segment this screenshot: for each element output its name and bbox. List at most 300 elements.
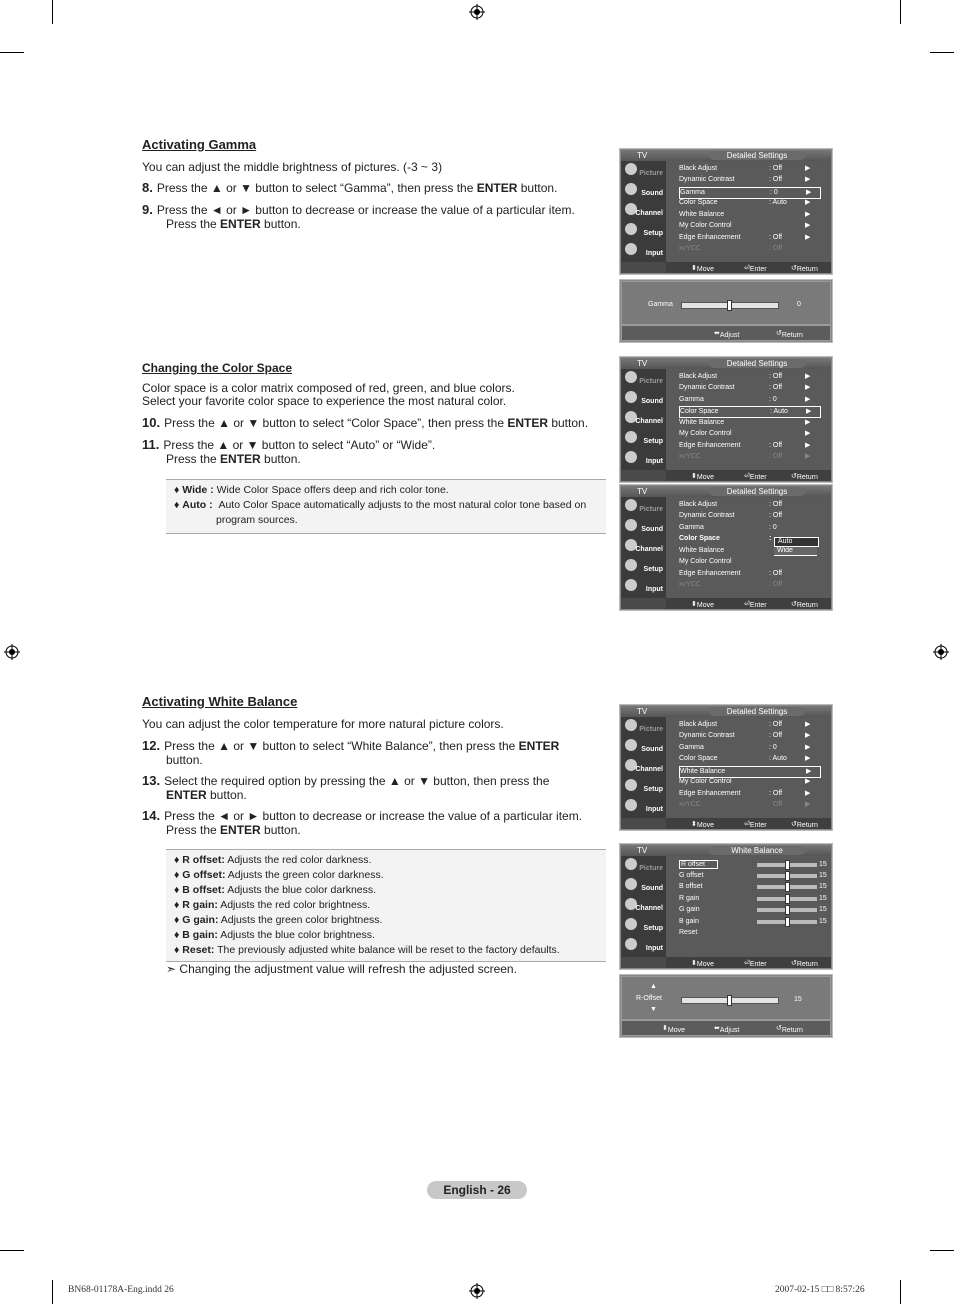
osd-row-value: : [769,535,772,542]
osd-row-label: G gain [679,906,700,913]
osd-return-hint: ↺ Return [791,601,818,609]
page-number: English - 26 [427,1181,527,1199]
osd-title-bar [621,486,831,497]
osd-return-hint: ↺ Return [791,821,818,829]
hint-label: Return [781,332,803,339]
osd-row-label: Dynamic Contrast [679,384,735,391]
osd-row-black-adjust[interactable] [679,720,819,730]
note-text: Wide Color Space offers deep and rich color tone. [213,484,449,496]
roffset-slider[interactable] [681,997,779,1004]
osd-row-label: Color Space [679,199,718,206]
step-number: 11. [142,437,160,452]
osd-footer [666,262,831,273]
wb-row-r-gain[interactable] [679,894,827,904]
osd-adjust-hint: ⬌ Adjust [714,330,740,339]
osd-row-dynamic-contrast[interactable] [679,731,819,741]
step-text: Press the [166,823,221,837]
step-text: Press the ◄ or ► button to decrease or increase the value of a particular item. [164,809,583,823]
arrow-right-icon: ▶ [806,189,812,196]
osd-row-value: : Auto [769,199,787,206]
step-text: button. [548,416,589,430]
osd-return-hint: ↺ Return [776,1025,803,1034]
osd-menu-sound[interactable] [621,737,666,757]
wb-slider[interactable] [757,863,817,867]
crop-mark [0,52,24,53]
hint-label: Move [667,1027,685,1034]
hint-label: Enter [749,602,767,609]
osd-row-label: Dynamic Contrast [679,176,735,183]
osd-menu-picture[interactable] [621,369,666,389]
arrow-right-icon: ▶ [805,419,811,426]
osd-row-edge-enhancement[interactable] [679,569,819,579]
crop-mark [0,1250,24,1251]
osd-row-value: : Off [769,581,783,588]
osd-row-label: xvYCC [679,801,701,808]
osd-sidebar [621,717,666,818]
wb-row-b-offset[interactable] [679,882,827,892]
picture-icon [625,858,637,870]
picture-icon [625,499,637,511]
step-number: 9. [142,202,153,217]
osd-menu-label: Channel [635,210,663,217]
wb-slider-knob[interactable] [785,917,790,927]
osd-menu-input[interactable] [621,797,666,817]
osd-row-black-adjust[interactable] [679,164,819,174]
crop-mark [930,52,954,53]
osd-row-label: Color Space [680,408,719,415]
arrow-right-icon: ▶ [805,165,811,172]
osd-title: Detailed Settings [709,487,805,496]
osd-menu-label: Setup [643,566,663,573]
osd-row-gamma[interactable] [679,395,819,405]
osd-row-value: : Off [769,234,783,241]
step-9 [142,203,612,231]
osd-tv-label: TV [637,359,648,368]
tip-arrow-icon: ➣ [166,962,177,976]
osd-footer [666,470,831,481]
step-number: 14. [142,808,161,823]
step-text: Press the ▲ or ▼ button to select “White Balance”, then press the [164,739,519,753]
step-text: Press the ▲ or ▼ button to select “Auto” or “Wide”. [163,438,436,452]
note-text: Adjusts the green color brightness. [218,914,383,926]
note-label: Wide : [182,484,214,496]
colorspace-heading: Changing the Color Space [142,361,293,375]
arrow-down-icon[interactable]: ▼ [650,1006,657,1013]
arrow-right-icon: ▶ [805,732,811,739]
arrow-right-icon: ▶ [805,211,811,218]
step-bold: ENTER [518,739,560,753]
osd-tv-label: TV [637,846,648,855]
note-text: Auto Color Space automatically adjusts to the most natural color tone based on [218,499,587,511]
hint-label: Move [696,602,714,609]
osd-menu-picture[interactable] [621,717,666,737]
wb-slider[interactable] [757,897,817,901]
gamma-heading: Activating Gamma [142,137,257,152]
step-8 [142,181,612,195]
crop-mark [900,0,901,24]
osd-row-edge-enhancement[interactable] [679,233,819,243]
osd-row-dynamic-contrast[interactable] [679,511,819,521]
osd-menu-channel[interactable] [621,409,666,429]
osd-sidebar [621,161,666,262]
hint-label: Return [796,961,818,968]
arrow-right-icon: ▶ [805,778,811,785]
wb-slider-knob[interactable] [785,860,790,870]
wb-slider[interactable] [757,874,817,878]
osd-menu-channel[interactable] [621,757,666,777]
sound-icon [625,519,637,531]
osd-sidebar [621,856,666,957]
arrow-right-icon: ▶ [805,384,811,391]
arrow-right-icon: ▶ [805,222,811,229]
osd-sidebar [621,369,666,470]
hint-label: Move [696,266,714,273]
osd-row-label: Edge Enhancement [679,790,741,797]
osd-menu-picture[interactable] [621,856,666,876]
hint-label: Return [796,602,818,609]
adjust-label: Gamma [648,301,673,308]
osd-menu-label: Channel [635,766,663,773]
wb-slider[interactable] [757,920,817,924]
colorspace-option-wide[interactable]: Wide [774,547,817,556]
osd-menu-setup[interactable] [621,429,666,449]
osd-menu-picture[interactable] [621,497,666,517]
osd-row-gamma[interactable] [679,743,819,753]
setup-icon [625,559,637,571]
note-label: G offset: [182,869,226,881]
osd-menu-picture[interactable] [621,161,666,181]
osd-move-hint: ⬍ Move [691,601,714,609]
osd-row-label: My Color Control [679,558,732,565]
tip-text: Changing the adjustment value will refresh the adjusted screen. [179,962,517,976]
osd-detailed-gamma [620,149,832,274]
osd-menu-label: Input [645,586,663,593]
osd-sidebar [621,497,666,598]
osd-menu-label: Input [645,458,663,465]
note-item: ♦ Reset: The previously adjusted white balance will be reset to the factory defaults. [174,944,560,956]
osd-row-my-color-control[interactable] [679,221,819,231]
note-text: program sources. [216,514,298,526]
note-auto: ♦ Auto : Auto Color Space automatically adjusts to the most natural color tone based on [174,499,587,511]
osd-footer [622,326,830,340]
osd-row-color-space[interactable] [679,198,819,208]
arrow-right-icon: ▶ [805,755,811,762]
osd-row-label: R gain [679,895,700,902]
osd-row-value: : Off [769,721,783,728]
step-number: 10. [142,415,161,430]
osd-row-label: B gain [679,918,699,925]
arrow-up-icon[interactable]: ▲ [650,983,657,990]
osd-row-value: : 0 [769,524,777,531]
step-text: Press the ◄ or ► button to decrease or increase the value of a particular item. [156,203,575,217]
osd-row-label: B offset [679,883,703,890]
wb-row-reset[interactable] [679,928,819,938]
osd-row-label: My Color Control [679,430,732,437]
osd-menu-label: Picture [639,865,663,872]
note-text: Adjusts the red color brightness. [217,899,371,911]
osd-main [666,856,831,957]
osd-row-label: R offset [679,860,718,869]
adjust-value: 15 [794,996,802,1003]
whitebalance-tip [166,962,517,976]
note-label: B gain: [182,929,218,941]
arrow-right-icon: ▶ [805,442,811,449]
registration-mark-icon [933,644,949,660]
osd-menu-sound[interactable] [621,876,666,896]
osd-title: Detailed Settings [709,707,805,716]
osd-menu-label: Sound [641,885,663,892]
osd-row-value: : Off [769,512,783,519]
step-text: button. [260,217,301,231]
sound-icon [625,878,637,890]
hint-label: Enter [749,822,767,829]
step-text: button. [260,452,301,466]
osd-title-bar [621,358,831,369]
osd-menu-input[interactable] [621,936,666,956]
osd-main [666,161,831,262]
wb-slider-knob[interactable] [785,871,790,881]
osd-menu-sound[interactable] [621,517,666,537]
osd-row-label: Dynamic Contrast [679,732,735,739]
osd-detailed-colorspace [620,357,832,482]
osd-move-hint: ⬍ Move [662,1025,685,1034]
osd-detailed-whitebalance [620,705,832,830]
osd-menu-label: Picture [639,378,663,385]
note-item: ♦ R gain: Adjusts the red color brightness. [174,899,371,911]
step-text: button. [517,181,558,195]
whitebalance-heading: Activating White Balance [142,694,298,709]
wb-slider-knob[interactable] [785,894,790,904]
osd-title: Detailed Settings [709,359,805,368]
picture-icon [625,163,637,175]
osd-menu-sound[interactable] [621,389,666,409]
osd-menu-channel[interactable] [621,896,666,916]
osd-row-label: xvYCC [679,453,701,460]
osd-row-label: xvYCC [679,245,701,252]
osd-row-label: Gamma [679,396,704,403]
colorspace-intro-1: Color space is a color matrix composed of red, green, and blue colors. [142,381,515,395]
osd-row-value: 15 [819,918,827,925]
gamma-slider[interactable] [681,302,779,309]
osd-row-white-balance[interactable] [679,418,819,428]
osd-row-label: Black Adjust [679,165,718,172]
osd-row-white-balance[interactable] [679,546,819,556]
osd-title-bar [621,845,831,856]
osd-row-my-color-control[interactable] [679,429,819,439]
step-text: button. [166,753,203,767]
crop-mark [930,1250,954,1251]
adjust-label: R-Offset [636,995,662,1002]
registration-mark-icon [469,1283,485,1299]
osd-title: Detailed Settings [709,151,805,160]
osd-row-label: Color Space [679,755,718,762]
step-12 [142,739,582,767]
gamma-intro: You can adjust the middle brightness of pictures. (-3 ~ 3) [142,160,443,174]
crop-mark [52,0,53,24]
osd-row-black-adjust[interactable] [679,500,819,510]
osd-main [666,717,831,818]
hint-label: Enter [749,474,767,481]
osd-menu-label: Channel [635,546,663,553]
input-icon [625,799,637,811]
step-13 [142,774,612,802]
osd-row-my-color-control[interactable] [679,777,819,787]
osd-menu-label: Channel [635,418,663,425]
osd-menu-input[interactable] [621,241,666,261]
input-icon [625,938,637,950]
colorspace-option-auto[interactable]: Auto [774,537,819,547]
roffset-slider-knob[interactable] [727,995,732,1006]
hint-label: Return [796,266,818,273]
note-item: ♦ B offset: Adjusts the blue color darkness. [174,884,377,896]
wb-slider-knob[interactable] [785,882,790,892]
wb-row-g-gain[interactable] [679,905,827,915]
step-bold: ENTER [220,823,261,837]
osd-return-hint: ↺ Return [776,330,803,339]
osd-row-label: Gamma [679,524,704,531]
osd-row-white-balance[interactable] [679,210,819,220]
osd-menu-input[interactable] [621,577,666,597]
osd-footer [622,1021,830,1035]
registration-mark-icon [4,644,20,660]
osd-row-color-space[interactable] [679,754,819,764]
osd-row-value: : Off [769,245,783,252]
osd-row-value: : Off [769,732,783,739]
osd-row-value: : Auto [770,408,788,415]
step-number: 12. [142,738,161,753]
adjust-panel [622,282,830,324]
osd-row-edge-enhancement[interactable] [679,441,819,451]
note-item: ♦ G gain: Adjusts the green color brightness. [174,914,383,926]
osd-row-label: White Balance [679,211,725,218]
sound-icon [625,391,637,403]
osd-row-label: Edge Enhancement [679,570,741,577]
osd-row-my-color-control[interactable] [679,557,819,567]
note-item: ♦ B gain: Adjusts the blue color brightness. [174,929,375,941]
osd-row-label: White Balance [679,547,725,554]
osd-row-value: : Off [769,442,783,449]
wb-slider[interactable] [757,885,817,889]
arrow-right-icon: ▶ [805,176,811,183]
wb-row-g-offset[interactable] [679,871,827,881]
arrow-right-icon: ▶ [805,396,811,403]
wb-row-b-gain[interactable] [679,917,827,927]
osd-row-value: : Off [769,501,783,508]
step-11 [142,438,612,466]
osd-tv-label: TV [637,707,648,716]
osd-row-value: : 0 [769,396,777,403]
whitebalance-note-box [166,849,606,962]
osd-row-xvycc [679,800,819,810]
print-date: 2007-02-15 □□ 8:57:26 [775,1285,865,1295]
osd-row-label: My Color Control [679,222,732,229]
adjust-value: 0 [797,301,801,308]
step-text: Press the ▲ or ▼ button to select “Color Space”, then press the [164,416,508,430]
note-text: Adjusts the red color darkness. [224,854,372,866]
osd-row-value: : 0 [769,744,777,751]
picture-icon [625,371,637,383]
wb-slider-knob[interactable] [785,905,790,915]
osd-menu-sound[interactable] [621,181,666,201]
osd-menu-setup[interactable] [621,777,666,797]
osd-row-label: Black Adjust [679,501,718,508]
osd-footer [666,598,831,609]
registration-mark-icon [469,4,485,20]
step-14 [142,809,612,837]
arrow-right-icon: ▶ [806,408,812,415]
osd-row-value: : Off [769,801,783,808]
wb-row-r-offset[interactable] [679,860,827,870]
osd-menu-label: Input [645,806,663,813]
osd-menu-label: Picture [639,726,663,733]
gamma-slider-knob[interactable] [727,300,732,311]
osd-enter-hint: ⏎ Enter [744,601,767,609]
osd-row-color-space[interactable] [679,406,821,418]
note-text: Adjusts the blue color brightness. [217,929,375,941]
osd-row-label: White Balance [680,768,726,775]
colorspace-intro-2: Select your favorite color space to experience the most natural color. [142,394,507,408]
step-text: Press the [166,452,221,466]
osd-row-value: 15 [819,906,827,913]
osd-row-black-adjust[interactable] [679,372,819,382]
osd-move-hint: ⬍ Move [691,265,714,273]
osd-move-hint: ⬍ Move [691,821,714,829]
osd-menu-setup[interactable] [621,221,666,241]
note-text: The previously adjusted white balance will be reset to the factory defaults. [214,944,560,956]
osd-menu-setup[interactable] [621,916,666,936]
crop-mark [900,1280,901,1304]
hint-label: Enter [749,266,767,273]
osd-menu-channel[interactable] [621,201,666,221]
osd-row-label: xvYCC [679,581,701,588]
arrow-right-icon: ▶ [805,721,811,728]
osd-row-dynamic-contrast[interactable] [679,383,819,393]
wb-slider[interactable] [757,908,817,912]
osd-row-value: : Off [769,384,783,391]
whitebalance-intro: You can adjust the color temperature for more natural picture colors. [142,717,504,731]
osd-row-label: Gamma [679,744,704,751]
osd-menu-channel[interactable] [621,537,666,557]
osd-menu-label: Sound [641,398,663,405]
hint-label: Adjust [719,332,740,339]
osd-menu-label: Input [645,250,663,257]
note-label: R gain: [182,899,218,911]
arrow-right-icon: ▶ [805,373,811,380]
note-label: G gain: [182,914,219,926]
osd-row-label: Black Adjust [679,721,718,728]
osd-title-bar [621,150,831,161]
osd-row-dynamic-contrast[interactable] [679,175,819,185]
osd-row-value: : Off [769,570,783,577]
osd-menu-setup[interactable] [621,557,666,577]
note-label: Auto : [182,499,213,511]
input-icon [625,243,637,255]
osd-menu-input[interactable] [621,449,666,469]
osd-row-value: : Off [769,373,783,380]
osd-tv-label: TV [637,487,648,496]
osd-row-value: 15 [819,883,827,890]
step-number: 8. [142,180,153,195]
step-10 [142,416,612,430]
hint-label: Move [696,961,714,968]
osd-enter-hint: ⏎ Enter [744,821,767,829]
osd-roffset-adjust [620,975,832,1037]
osd-main [666,497,831,598]
osd-colorspace-options [620,485,832,610]
osd-row-edge-enhancement[interactable] [679,789,819,799]
osd-row-gamma[interactable] [679,523,819,533]
arrow-right-icon: ▶ [805,199,811,206]
